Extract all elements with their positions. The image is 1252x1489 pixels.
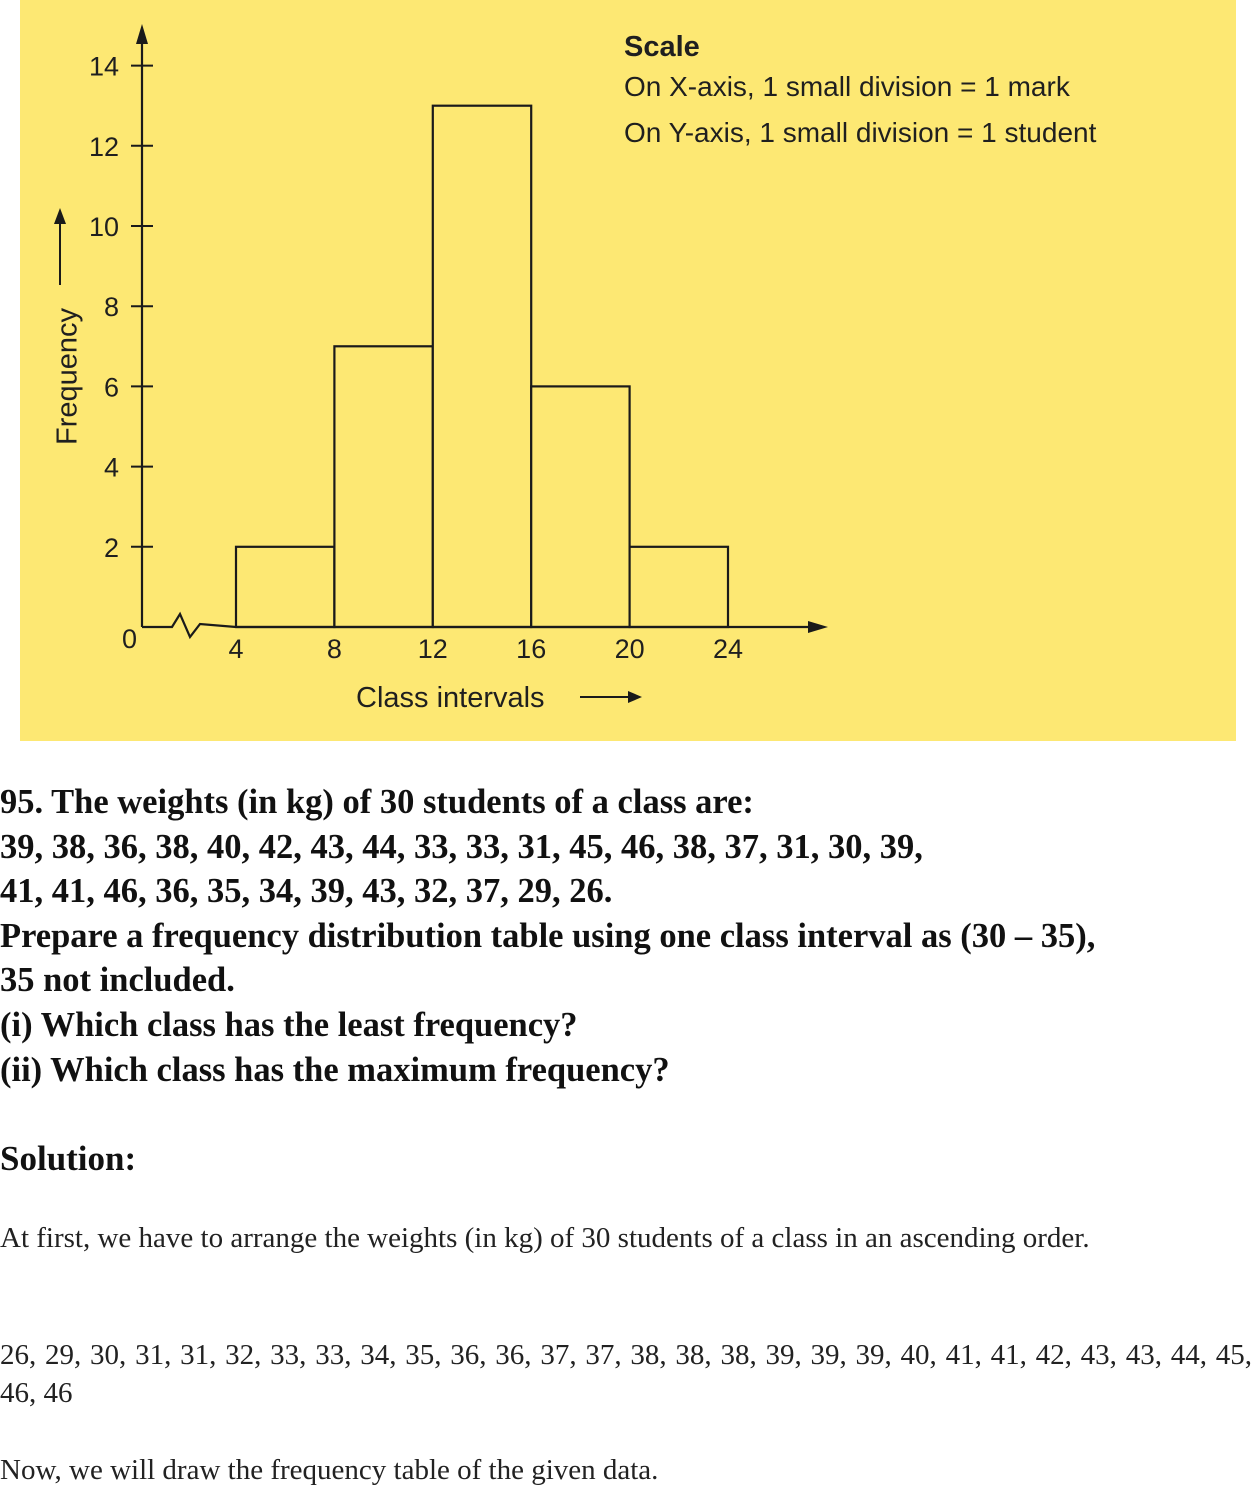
question-instruction-line-2: 35 not included. [0,961,235,1000]
question-data-line-2: 41, 41, 46, 36, 35, 34, 39, 43, 32, 37, 29, 26. [0,872,613,911]
question-part-i: (i) Which class has the least frequency? [0,1005,578,1044]
x-tick-label: 16 [516,634,547,664]
x-tick-label: 4 [228,634,244,664]
scale-x-note: On X-axis, 1 small division = 1 mark [624,71,1070,102]
x-tick-label: 20 [614,634,645,664]
solution-next-step: Now, we will draw the frequency table of the given data. [0,1454,659,1486]
histogram-bar [531,386,629,627]
y-tick-label: 0 [121,624,137,654]
y-tick-label: 10 [88,212,119,242]
y-axis-label: Frequency [51,307,84,445]
y-axis-arrow-icon [136,24,148,44]
scale-title: Scale [624,31,700,63]
y-tick-label: 4 [103,452,119,483]
y-tick-label: 12 [88,131,119,162]
histogram-bar [433,106,531,627]
question-block [0,780,1252,1092]
scale-y-note: On Y-axis, 1 small division = 1 student [624,117,1097,148]
y-tick-label: 8 [103,292,119,323]
solution-intro: At first, we have to arrange the weights (in kg) of 30 students of a class in an ascending order. [0,1222,1090,1254]
y-tick-label: 14 [88,51,119,82]
solution-heading: Solution: [0,1139,137,1178]
y-tick-label: 6 [103,372,119,403]
question-instruction-line-1: Prepare a frequency distribution table using one class interval as (30 – 35), [0,916,1096,955]
question-line-1: 95. The weights (in kg) of 30 students of a class are: [0,783,754,821]
sorted-weights: 26, 29, 30, 31, 31, 32, 33, 33, 34, 35, 36, 36, 37, 37, 38, 38, 38, 39, 39, 39, 40, 41, 41, 42, 43, 43, 44, 45, 46, 46 [0,1339,1252,1409]
x-tick-label: 12 [417,634,448,664]
x-axis-label: Class intervals [356,682,545,714]
histogram-bar [236,547,334,627]
y-tick-label: 2 [103,532,119,563]
question-data-line-1: 39, 38, 36, 38, 40, 42, 43, 44, 33, 33, 31, 45, 46, 38, 37, 31, 30, 39, [0,827,923,866]
x-axis-arrow-icon [808,621,828,633]
y-label-arrowhead-icon [54,208,66,224]
histogram-chart [20,0,1236,741]
x-label-arrowhead-icon [628,691,642,703]
histogram-figure [20,0,1236,741]
x-tick-label: 8 [326,634,342,664]
x-tick-label: 24 [712,634,744,664]
histogram-bar [334,346,432,627]
question-part-ii: (ii) Which class has the maximum frequency? [0,1050,670,1089]
histogram-bar [630,547,728,627]
